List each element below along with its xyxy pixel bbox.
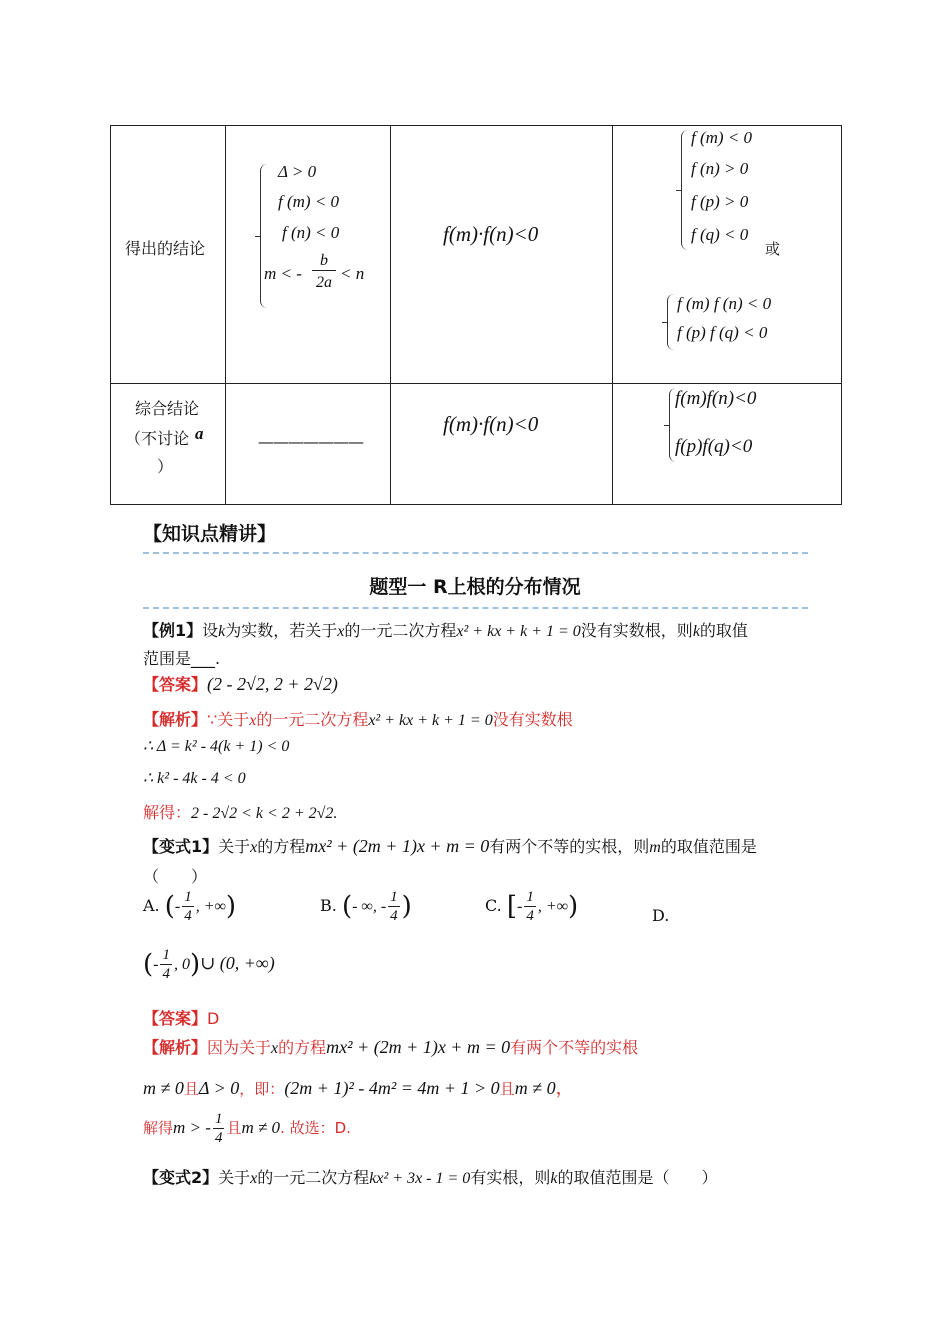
var-x: x (250, 1170, 258, 1187)
numerator: 1 (214, 1111, 223, 1127)
numerator: 1 (526, 889, 534, 905)
denominator: 4 (214, 1130, 223, 1146)
example1-question (143, 618, 748, 641)
example1-step1: ∴ Δ = k² - 4(k + 1) < 0 (143, 738, 290, 755)
fraction (388, 888, 400, 925)
minus: - (517, 898, 523, 915)
condition: (2m + 1)² - 4m² = 4m + 1 > 0 (284, 1078, 500, 1098)
answer-value: D (207, 1009, 220, 1028)
minus: - (153, 956, 159, 973)
union: ∪ (0, +∞) (200, 953, 275, 973)
minus: - (174, 898, 181, 915)
cond-fm: f (m) < 0 (278, 192, 340, 211)
variant1-analysis (143, 1035, 638, 1058)
text: 为实数，若关于 (225, 621, 338, 640)
cond-axis-den: 2a (316, 274, 332, 291)
paren-open: ( (164, 891, 175, 922)
option-b[interactable] (320, 888, 412, 925)
option-a[interactable] (143, 888, 236, 925)
variant1-solve (143, 1110, 351, 1147)
fraction (213, 1110, 225, 1147)
text: ，即： (239, 1080, 285, 1098)
text: 没有实数根，则 (580, 621, 693, 640)
answer-tag: 【答案】 (143, 1009, 208, 1028)
conclusion: . 故选：D. (280, 1119, 351, 1137)
example1-answer (143, 672, 338, 695)
bracket-open: [ (506, 891, 518, 922)
variant2-question (143, 1165, 717, 1188)
tail: , 0 (173, 956, 190, 973)
cond-fq: f (q) < 0 (691, 225, 749, 244)
denominator: 4 (390, 908, 398, 924)
answer-value: (2 - 2√2, 2 + 2√2) (207, 674, 338, 694)
example1-line2: 范围是___. (143, 649, 221, 668)
denominator: 4 (526, 908, 534, 924)
var-x: x (337, 623, 345, 640)
text: 的方程 (278, 1038, 327, 1057)
cond-axis-right: < n (340, 264, 365, 283)
analysis-tag: 【解析】 (143, 1038, 208, 1057)
solve-value: 2 - 2√2 < k < 2 + 2√2. (191, 805, 338, 822)
row2-label-line3: ） (157, 457, 174, 476)
paren-open: ( (143, 949, 154, 980)
fraction (524, 888, 536, 925)
text: 的取值范围是 (660, 837, 757, 856)
solve-label: 解得： (143, 803, 192, 822)
cond-axis-left: m < - (264, 264, 302, 283)
text: 设 (202, 621, 219, 640)
divider (143, 607, 808, 609)
row2-fmfn: f(m)f(n)<0 (675, 388, 757, 409)
text: 的一元二次方程 (256, 710, 369, 729)
var-m: m (649, 839, 661, 856)
section-heading: 【知识点精讲】 (143, 523, 277, 545)
row2-label-cell (111, 384, 226, 505)
paren-open: ( (341, 891, 353, 922)
row2-col4-cell (613, 384, 842, 505)
fraction (160, 946, 172, 983)
text: ∵关于 (207, 710, 250, 729)
text: 的方程 (257, 837, 306, 856)
row2-product: f(m)·f(n)<0 (443, 412, 539, 436)
row1-col4-cell (613, 126, 842, 384)
denominator: 4 (184, 908, 192, 924)
row1-col2-cell (226, 126, 391, 384)
row1-label: 得出的结论 (125, 239, 206, 258)
cond-fn: f (n) > 0 (691, 159, 749, 178)
or-text: 或 (765, 240, 781, 258)
and-text: 且 (226, 1119, 242, 1137)
cond-delta: Δ > 0 (278, 162, 317, 181)
divider (143, 552, 808, 554)
var-x: x (271, 1040, 279, 1057)
row2-dash: ——————— (258, 432, 363, 451)
root-distribution-table (110, 125, 842, 505)
condition: m ≠ 0 (143, 1078, 184, 1098)
paren-close: ) (401, 891, 412, 922)
row2-label-a: a (195, 424, 204, 443)
example1-step2: ∴ k² - 4k - 4 < 0 (143, 770, 246, 787)
paren-close: ) (568, 891, 579, 922)
numerator: 1 (184, 889, 192, 905)
text: 有两个不等的实根，则 (489, 837, 650, 856)
condition: Δ > 0 (198, 1078, 240, 1098)
solve-label: 解得 (143, 1119, 174, 1137)
text: 没有实数根 (492, 710, 573, 729)
row2-label-line1: 综合结论 (135, 399, 200, 418)
row1-product: f(m)·f(n)<0 (443, 222, 539, 246)
equation: mx² + (2m + 1)x + m = 0 (326, 1037, 511, 1057)
condition: m ≠ 0 (514, 1078, 556, 1098)
row2-fpfq: f(p)f(q)<0 (675, 436, 753, 457)
cond-fp: f (p) > 0 (691, 192, 749, 211)
answer-tag: 【答案】 (143, 675, 208, 694)
text: 因为关于 (207, 1038, 272, 1057)
paren-close: ) (225, 891, 237, 922)
text: 有两个不等的实根 (510, 1038, 639, 1057)
numerator: 1 (162, 947, 170, 963)
cond-fm: f (m) < 0 (691, 128, 753, 147)
text: 关于 (218, 1168, 251, 1187)
head: - ∞, - (352, 898, 387, 915)
analysis-tag: 【解析】 (143, 710, 208, 729)
cond-fmfn: f (m) f (n) < 0 (677, 294, 772, 313)
solve-value: m ≠ 0 (241, 1118, 281, 1137)
option-c[interactable] (485, 888, 578, 925)
and-text: 且 (499, 1080, 515, 1098)
equation: x² + kx + k + 1 = 0 (368, 712, 493, 729)
text: 的一元二次方程 (344, 621, 457, 640)
type-title: 题型一 R上根的分布情况 (369, 576, 581, 598)
text: 的取值范围是（ ） (557, 1168, 718, 1187)
var-k: k (692, 623, 700, 640)
left-brace (667, 294, 674, 350)
row2-label-line2: （不讨论 (125, 429, 190, 448)
and-text: 且 (183, 1080, 199, 1098)
denominator: 4 (162, 966, 170, 982)
row1-label-cell (111, 126, 226, 384)
variant1-paren: （ ） (143, 867, 208, 886)
paren-close: ) (189, 949, 201, 980)
var-x: x (249, 712, 257, 729)
tail: , +∞ (537, 898, 569, 915)
example-tag: 【例1】 (143, 621, 203, 640)
option-label: A. (143, 896, 160, 915)
equation: kx² + 3x - 1 = 0 (369, 1170, 471, 1187)
option-label: C. (485, 896, 502, 915)
example1-analysis (143, 707, 573, 730)
text: 的取值 (699, 621, 748, 640)
row2-col3-cell (391, 384, 613, 505)
left-brace (681, 130, 688, 250)
variant-tag: 【变式2】 (143, 1168, 219, 1187)
cond-fpfq: f (p) f (q) < 0 (677, 323, 768, 342)
text: 的一元二次方程 (257, 1168, 370, 1187)
text: 有实根，则 (470, 1168, 551, 1187)
text: ， (555, 1078, 574, 1099)
example1-step3 (143, 800, 337, 823)
var-k: k (218, 623, 226, 640)
fraction (182, 888, 194, 925)
equation: mx² + (2m + 1)x + m = 0 (305, 836, 490, 856)
var-x: x (250, 839, 258, 856)
row1-col3-cell (391, 126, 613, 384)
variant1-conditions (143, 1074, 574, 1100)
left-brace (260, 164, 267, 308)
tail: , +∞ (195, 898, 226, 915)
option-d-label[interactable]: D. (652, 906, 670, 925)
option-label: B. (320, 896, 337, 915)
cond-axis-num: b (312, 252, 336, 271)
numerator: 1 (390, 889, 398, 905)
variant1-question (143, 834, 757, 857)
cond-fn: f (n) < 0 (282, 223, 340, 242)
variant-tag: 【变式1】 (143, 837, 219, 856)
text: 关于 (218, 837, 251, 856)
variant1-answer (143, 1006, 219, 1029)
option-d[interactable] (143, 946, 275, 983)
equation: x² + kx + k + 1 = 0 (456, 623, 581, 640)
solve-value: m > - (173, 1118, 211, 1137)
row2-col2-cell (226, 384, 391, 505)
var-k: k (550, 1170, 558, 1187)
